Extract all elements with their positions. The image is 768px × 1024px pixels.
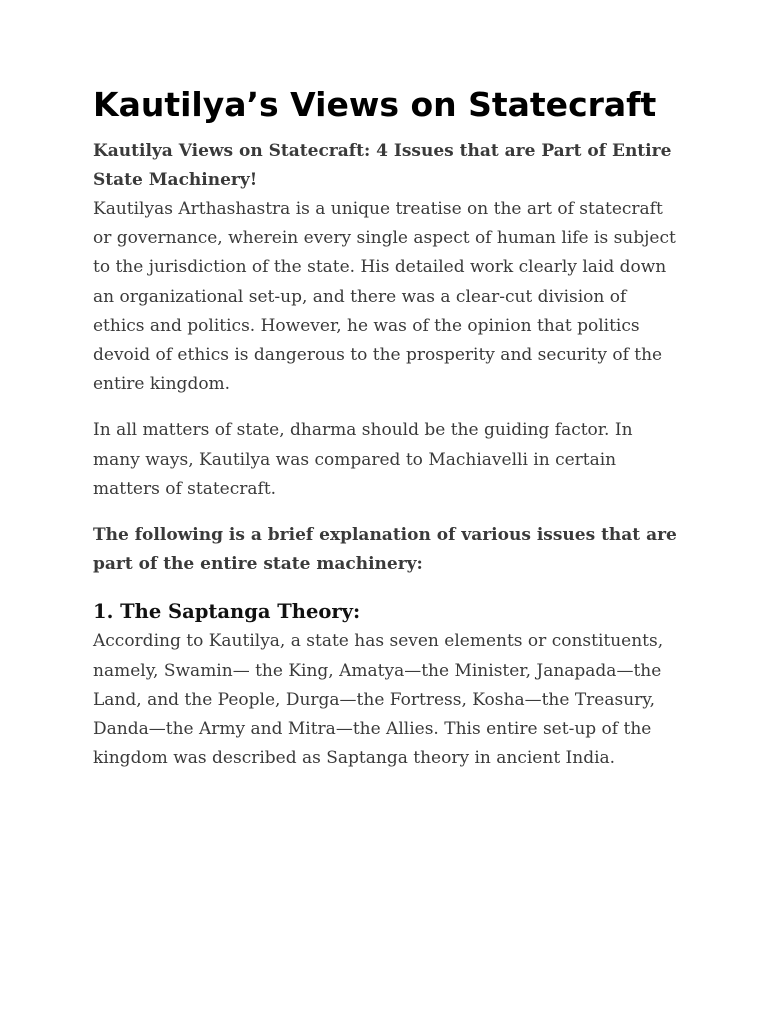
section-body-saptanga: According to Kautilya, a state has seven elements or constituents, namely, Swamin— the King, Amatya—the Minister, Janapada—the Land, and the People, Durga—the Fortress, Kosha—the Treasury, Danda—the Army and Mitra—the Allies. This entire set-up of the kingdom was described as Saptanga theory in ancient India.	[93, 631, 664, 769]
section-heading-saptanga: 1. The Saptanga Theory:	[93, 600, 361, 624]
article-subtitle: Kautilya Views on Statecraft: 4 Issues that are Part of Entire State Machinery!	[93, 141, 672, 190]
page-title: Kautilya’s Views on Statecraft	[93, 85, 657, 124]
intro-paragraph: Kautilyas Arthashastra is a unique treatise on the art of statecraft or governance, wherein every single aspect of human life is subject to the jurisdiction of the state. His detailed work clearly laid down an organizational set-up, and there was a clear-cut division of ethics and politics. However, he was of the opinion that politics devoid of ethics is dangerous to the prosperity and security of the entire kingdom.	[93, 199, 676, 395]
document-page	[93, 86, 683, 773]
dharma-paragraph: In all matters of state, dharma should be the guiding factor. In many ways, Kautilya was compared to Machiavelli in certain matters of statecraft.	[93, 420, 633, 499]
lead-in-paragraph: The following is a brief explanation of various issues that are part of the entire state machinery:	[93, 525, 677, 575]
